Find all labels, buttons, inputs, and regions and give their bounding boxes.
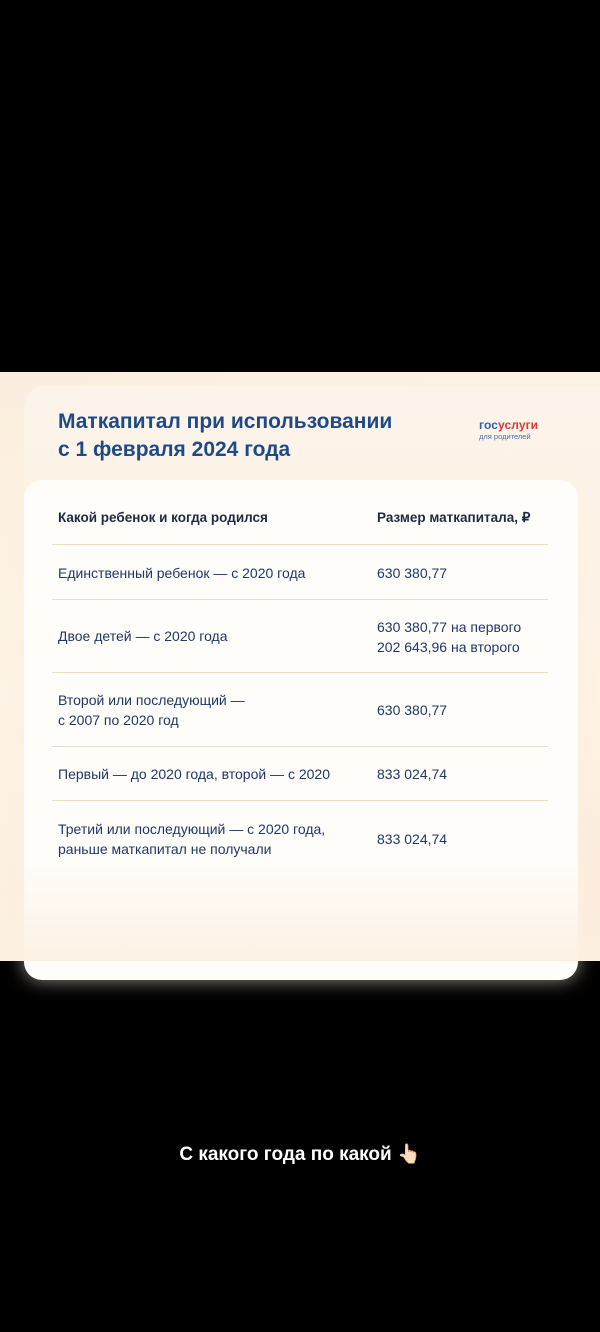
row-divider xyxy=(52,544,548,545)
logo-wordmark-gos: гос xyxy=(479,418,498,432)
row-4-amount: 833 024,74 xyxy=(377,766,448,782)
infographic-title xyxy=(58,408,438,464)
row-5-amount: 833 024,74 xyxy=(377,831,448,847)
title-line-2: с 1 февраля 2024 года xyxy=(58,438,291,461)
row-divider xyxy=(52,599,548,600)
row-3-child-1: Второй или последующий — xyxy=(58,692,245,708)
row-divider xyxy=(52,746,548,747)
pointing-up-emoji-icon: 👆🏻 xyxy=(397,1144,421,1165)
title-line-1: Маткапитал при использовании xyxy=(58,410,393,433)
gosuslugi-logo xyxy=(479,418,559,442)
row-5-child-1: Третий или последующий — с 2020 года, xyxy=(58,821,326,837)
row-5-child-2: раньше маткапитал не получали xyxy=(58,841,272,857)
logo-wordmark xyxy=(479,418,559,432)
column-header-amount: Размер маткапитала, ₽ xyxy=(377,510,531,525)
row-3-amount: 630 380,77 xyxy=(377,702,448,718)
row-2-child: Двое детей — с 2020 года xyxy=(58,628,228,644)
row-divider xyxy=(52,800,548,801)
logo-wordmark-uslugi: услуги xyxy=(498,418,539,432)
row-2-amount-2: 202 643,96 на второго xyxy=(377,639,520,655)
row-1-amount: 630 380,77 xyxy=(377,565,448,581)
column-header-child: Какой ребенок и когда родился xyxy=(58,510,268,525)
row-3-child-2: с 2007 по 2020 год xyxy=(58,712,179,728)
caption-text: С какого года по какой xyxy=(179,1144,392,1165)
row-1-child: Единственный ребенок — с 2020 года xyxy=(58,565,306,581)
row-2-amount-1: 630 380,77 на первого xyxy=(377,619,522,635)
row-divider xyxy=(52,672,548,673)
logo-subtitle: для родителей xyxy=(479,432,531,441)
row-4-child: Первый — до 2020 года, второй — с 2020 xyxy=(58,766,331,782)
story-caption xyxy=(0,1142,600,1166)
bottom-fade xyxy=(0,860,600,961)
